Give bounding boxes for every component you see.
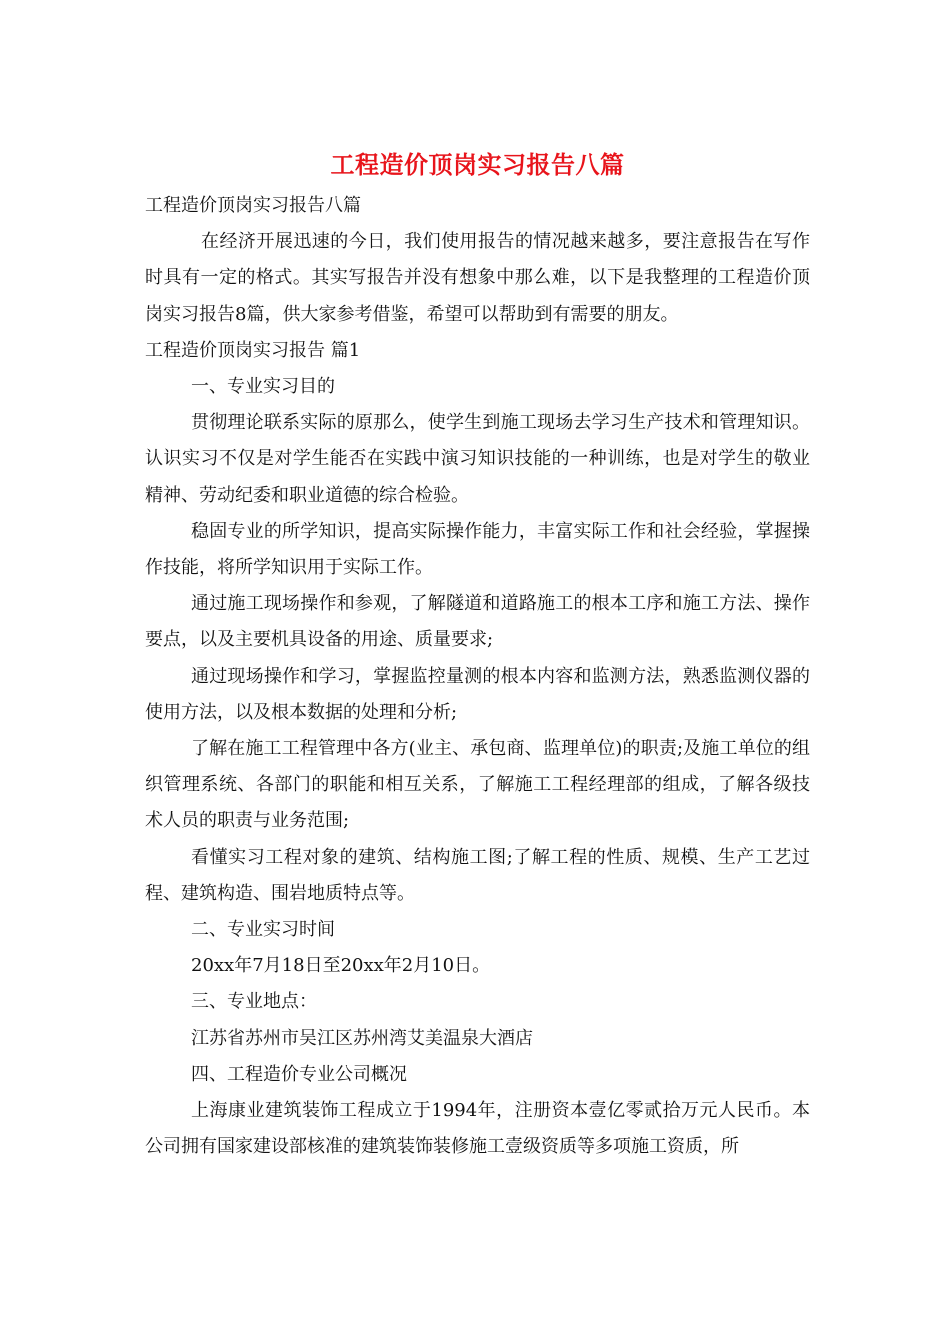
section-heading-part1: 工程造价顶岗实习报告 篇1 — [145, 339, 361, 361]
body-paragraph: 稳固专业的所学知识，提高实际操作能力，丰富实际工作和社会经验，掌握操作技能，将所学知识用于实际工作。 — [145, 520, 810, 579]
body-paragraph: 通过施工现场操作和参观，了解隧道和道路施工的根本工序和施工方法、操作要点，以及主要机具设备的用途、质量要求; — [145, 593, 810, 651]
heading-purpose: 一、专业实习目的 — [191, 376, 335, 398]
heading-company: 四、工程造价专业公司概况 — [191, 1063, 407, 1085]
body-paragraph: 通过现场操作和学习，掌握监控量测的根本内容和监测方法，熟悉监测仪器的使用方法，以及根本数据的处理和分析; — [145, 665, 810, 723]
intro-paragraph: 在经济开展迅速的今日，我们使用报告的情况越来越多，要注意报告在写作时具有一定的格式。其实写报告并没有想象中那么难，以下是我整理的工程造价顶岗实习报告8篇，供大家参考借鉴，希望可以帮助到有需要的朋友。 — [145, 231, 810, 325]
body-paragraph: 江苏省苏州市吴江区苏州湾艾美温泉大酒店 — [191, 1027, 533, 1049]
document-title: 工程造价顶岗实习报告八篇 — [330, 150, 625, 179]
body-paragraph: 上海康业建筑装饰工程成立于1994年，注册资本壹亿零贰拾万元人民币。本公司拥有国家建设部核准的建筑装饰装修施工壹级资质等多项施工资质，所 — [145, 1100, 810, 1158]
body-paragraph: 看懂实习工程对象的建筑、结构施工图;了解工程的性质、规模、生产工艺过程、建筑构造、围岩地质特点等。 — [145, 846, 810, 904]
heading-time: 二、专业实习时间 — [191, 919, 335, 941]
subtitle-paragraph: 工程造价顶岗实习报告八篇 — [145, 195, 361, 216]
body-paragraph: 贯彻理论联系实际的原那么，使学生到施工现场去学习生产技术和管理知识。认识实习不仅是对学生能否在实践中演习知识技能的一种训练，也是对学生的敬业精神、劳动纪委和职业道德的综合检验。 — [145, 412, 810, 506]
body-paragraph: 了解在施工工程管理中各方(业主、承包商、监理单位)的职责;及施工单位的组织管理系统、各部门的职能和相互关系，了解施工工程经理部的组成，了解各级技术人员的职责与业务范围; — [145, 738, 810, 832]
body-paragraph: 20xx年7月18日至20xx年2月10日。 — [191, 955, 491, 977]
heading-location: 三、专业地点： — [191, 991, 317, 1013]
